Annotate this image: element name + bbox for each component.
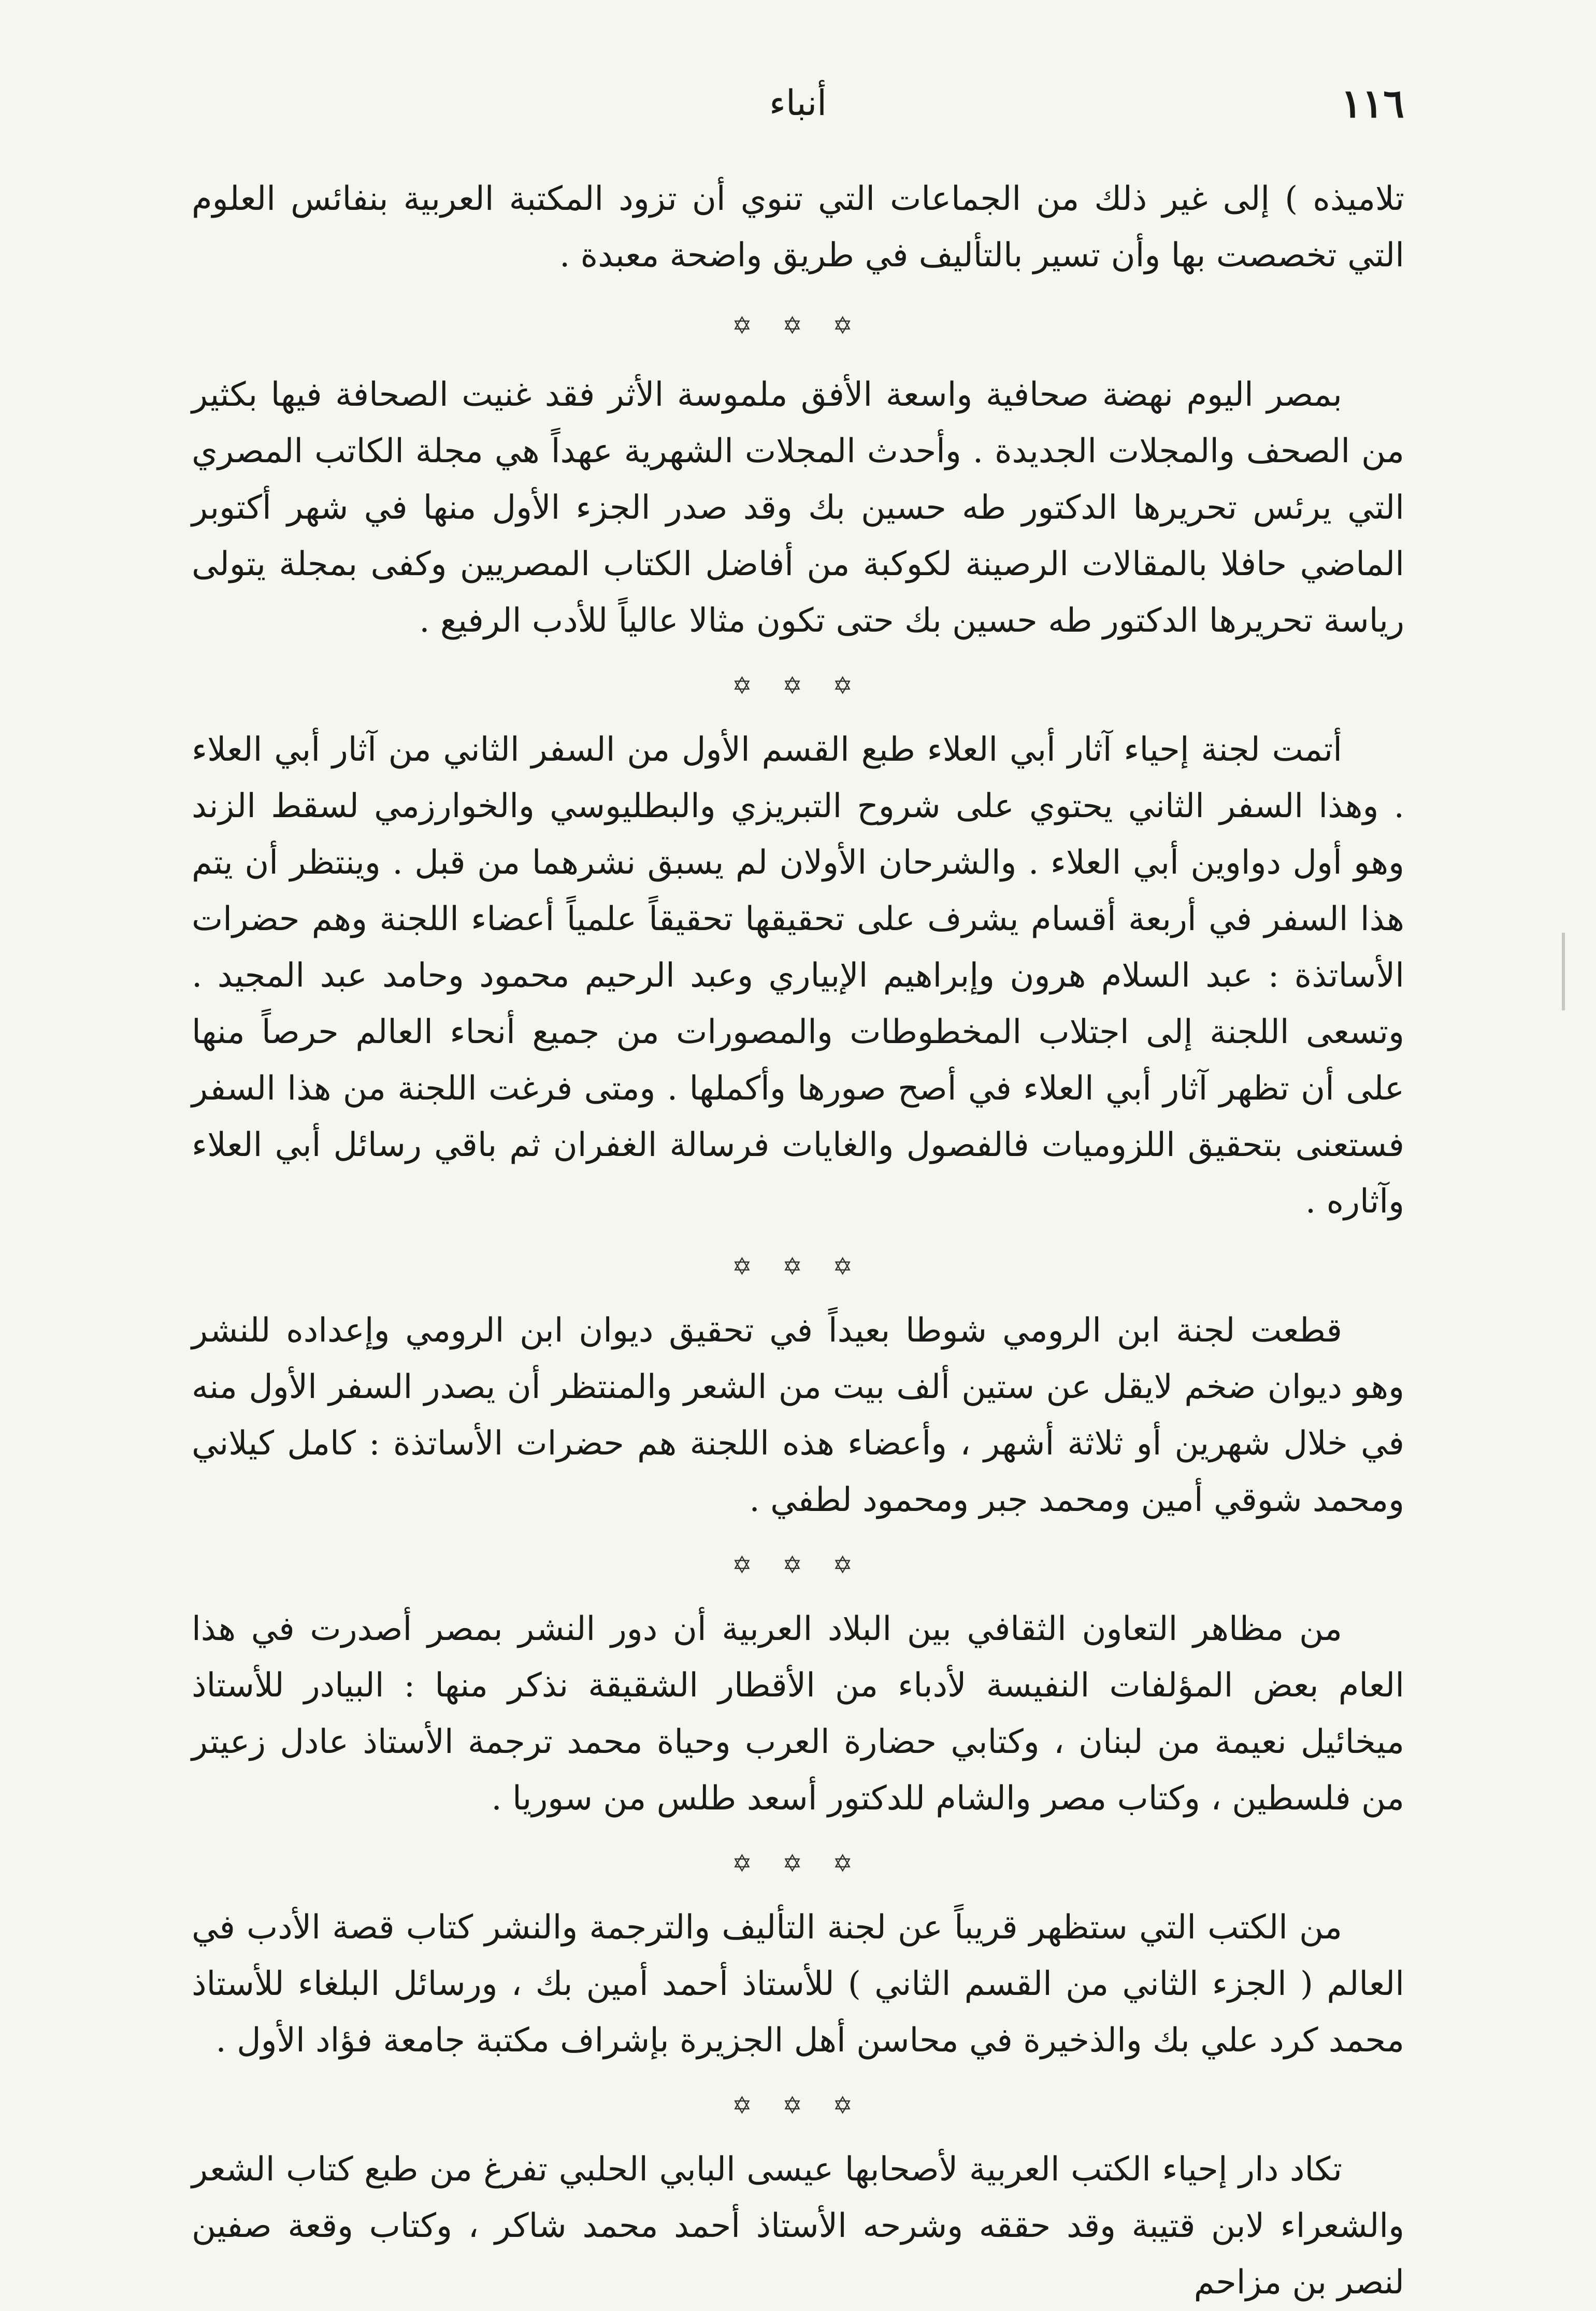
- scan-margin-mark: [1562, 933, 1565, 1010]
- page-body: [192, 171, 1404, 2311]
- paragraph-ibn-rumi: قطعت لجنة ابن الرومي شوطا بعيداً في تحقيق ديوان ابن الرومي وإعداده للنشر وهو ديوان ضخم لايقل عن ستين ألف بيت من الشعر والمنتظر أن يصدر السفر الأول منه في خلال شهرين أو ثلاثة أشهر ، وأعضاء هذه اللجنة هم حضرات الأساتذة : كامل كيلاني ومحمد شوقي أمين ومحمد جبر ومحمود لطفي .: [192, 1311, 1404, 1519]
- page-number: ١١٦: [1341, 80, 1404, 126]
- section-separator: ✡ ✡ ✡: [732, 1252, 864, 1280]
- section-separator: ✡ ✡ ✡: [732, 1849, 864, 1877]
- paragraph-press-news: بمصر اليوم نهضة صحافية واسعة الأفق ملموسة الأثر فقد غنيت الصحافة فيها بكثير من الصحف والمجلات الجديدة . وأحدث المجلات الشهرية عهداً هي مجلة الكاتب المصري التي يرئس تحريرها الدكتور طه حسين بك وقد صدر الجزء الأول منها في شهر أكتوبر الماضي حافلا بالمقالات الرصينة لكوكبة من أفاضل الكتاب المصريين وكفى بمجلة يتولى رياسة تحريرها الدكتور طه حسين بك حتى تكون مثالا عالياً للأدب الرفيع .: [192, 376, 1405, 640]
- paragraph-upcoming-books: من الكتب التي ستظهر قريباً عن لجنة التأليف والترجمة والنشر كتاب قصة الأدب في العالم ( الجزء الثاني من القسم الثاني ) للأستاذ أحمد أمين بك ، ورسائل البلغاء للأستاذ محمد كرد علي بك والذخيرة في محاسن أهل الجزيرة بإشراف مكتبة جامعة فؤاد الأول .: [192, 1908, 1404, 2060]
- section-separator: ✡ ✡ ✡: [732, 2091, 864, 2119]
- section-separator: ✡ ✡ ✡: [732, 672, 864, 700]
- paragraph-intro: تلاميذه ) إلى غير ذلك من الجماعات التي تنوي أن تزود المكتبة العربية بنفائس العلوم التي تخصصت بها وأن تسير بالتأليف في طريق واضحة معبدة .: [192, 180, 1405, 275]
- running-title: أنباء: [769, 83, 827, 124]
- paragraph-dar-ihya: تكاد دار إحياء الكتب العربية لأصحابها عيسى البابي الحلبي تفرغ من طبع كتاب الشعر والشعراء لابن قتيبة وقد حققه وشرحه الأستاذ أحمد محمد شاكر ، وكتاب وقعة صفين لنصر بن مزاحم: [192, 2150, 1405, 2302]
- section-separator: ✡ ✡ ✡: [732, 1551, 864, 1579]
- page-header: [192, 78, 1404, 140]
- paragraph-abu-alaa: أتمت لجنة إحياء آثار أبي العلاء طبع القسم الأول من السفر الثاني من آثار أبي العلاء . وهذا السفر الثاني يحتوي على شروح التبريزي والبطليوسي والخوارزمي لسقط الزند وهو أول دواوين أبي العلاء . والشرحان الأولان لم يسبق نشرهما من قبل . وينتظر أن يتم هذا السفر في أربعة أقسام يشرف على تحقيقها تحقيقاً علمياً أعضاء اللجنة وهم حضرات الأساتذة : عبد السلام هرون وإبراهيم الإبياري وعبد الرحيم محمود وحامد عبد المجيد . وتسعى اللجنة إلى اجتلاب المخطوطات والمصورات من جميع أنحاء العالم حرصاً منها على أن تظهر آثار أبي العلاء في أصح صورها وأكملها . ومتى فرغت اللجنة من هذا السفر فستعنى بتحقيق اللزوميات فالفصول والغايات فرسالة الغفران ثم باقي رسائل أبي العلاء وآثاره .: [192, 731, 1405, 1221]
- section-separator: ✡ ✡ ✡: [732, 311, 864, 339]
- paragraph-cultural-cooperation: من مظاهر التعاون الثقافي بين البلاد العربية أن دور النشر بمصر أصدرت في هذا العام بعض المؤلفات النفيسة لأدباء من الأقطار الشقيقة نذكر منها : البيادر للأستاذ ميخائيل نعيمة من لبنان ، وكتابي حضارة العرب وحياة محمد ترجمة الأستاذ عادل زعيتر من فلسطين ، وكتاب مصر والشام للدكتور أسعد طلس من سوريا .: [192, 1610, 1404, 1818]
